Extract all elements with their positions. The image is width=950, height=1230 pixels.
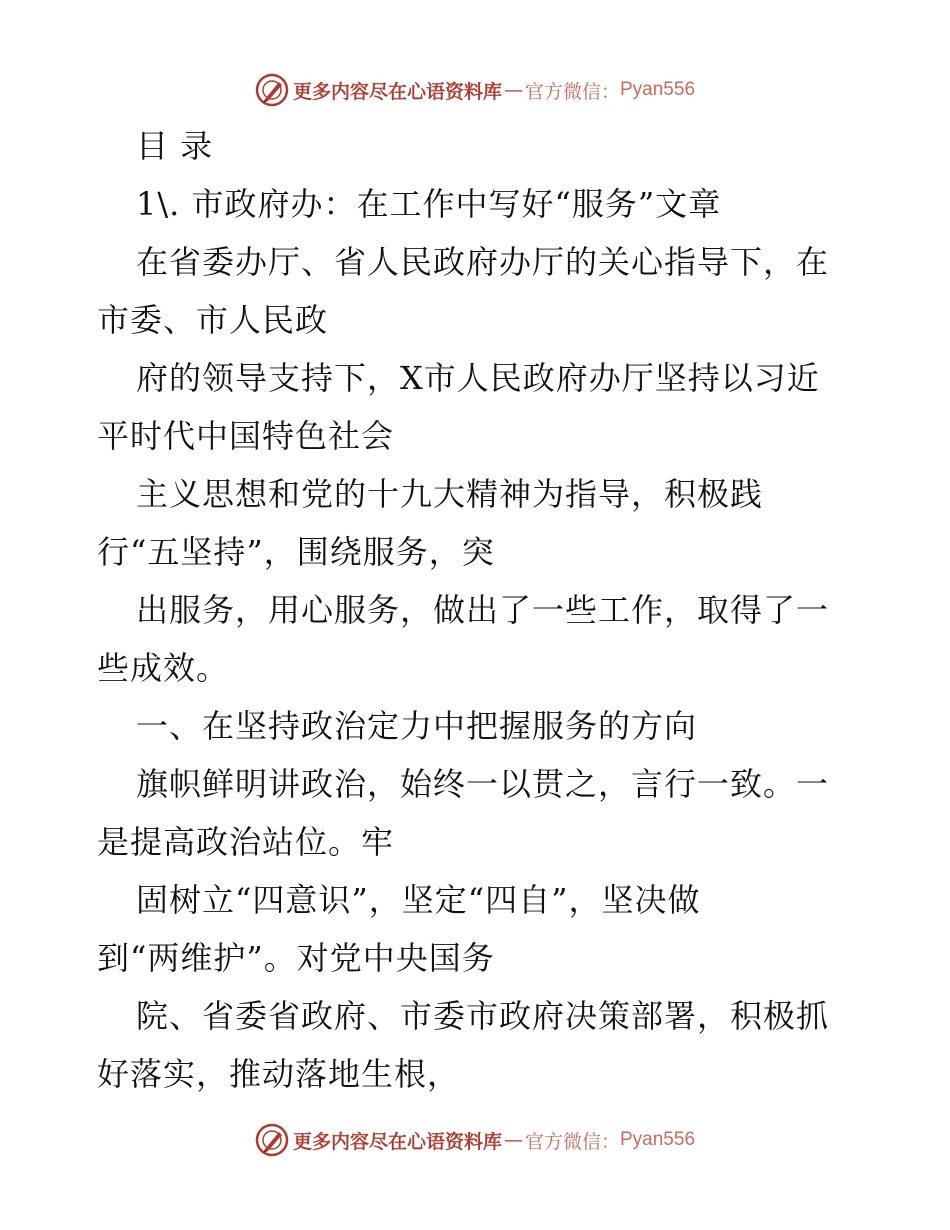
header-watermark — [0, 70, 950, 110]
paragraph-line: 在省委办厅、省人民政府办厅的关心指导下，在 — [136, 243, 830, 281]
footer-watermark — [0, 1120, 950, 1160]
pen-logo-icon — [255, 1123, 289, 1157]
paragraph-line: 固树立“四意识”，坚定“四自”，坚决做 — [136, 881, 701, 919]
watermark-side-text: 官方微信： — [524, 80, 620, 103]
watermark-account-id: Pyan556 — [620, 1129, 696, 1150]
subsection-heading: 一、在坚持政治定力中把握服务的方向 — [136, 707, 698, 745]
paragraph-line: 旗帜鲜明讲政治，始终一以贯之，言行一致。一 — [136, 765, 830, 803]
section-title: 1\. 市政府办：在工作中写好“服务”文章 — [136, 185, 722, 223]
paragraph-line: 平时代中国特色社会 — [97, 417, 395, 455]
paragraph-line: 府的领导支持下，X市人民政府办厅坚持以习近 — [136, 359, 820, 397]
watermark-side-text: 官方微信： — [524, 1130, 620, 1153]
pen-logo-icon — [255, 73, 289, 107]
paragraph-line: 到“两维护”。对党中央国务 — [97, 939, 495, 977]
toc-heading: 目 录 — [136, 127, 214, 165]
watermark-dash: — — [503, 1129, 523, 1151]
paragraph-line: 院、省委省政府、市委市政府决策部署，积极抓 — [136, 997, 830, 1035]
paragraph-line: 些成效。 — [97, 649, 230, 687]
paragraph-line: 是提高政治站位。牢 — [97, 823, 395, 861]
watermark-account-id: Pyan556 — [620, 79, 696, 100]
watermark-main-text: 更多内容尽在心语资料库 — [292, 1130, 502, 1153]
paragraph-line: 主义思想和党的十九大精神为指导，积极践 — [136, 475, 764, 513]
watermark-main-text: 更多内容尽在心语资料库 — [292, 80, 502, 103]
paragraph-line: 出服务，用心服务，做出了一些工作，取得了一 — [136, 591, 830, 629]
paragraph-line: 市委、市人民政 — [97, 301, 329, 339]
paragraph-line: 好落实，推动落地生根， — [97, 1055, 461, 1093]
paragraph-line: 行“五坚持”，围绕服务，突 — [97, 533, 495, 571]
document-body — [97, 117, 867, 1103]
watermark-dash: — — [503, 79, 523, 101]
